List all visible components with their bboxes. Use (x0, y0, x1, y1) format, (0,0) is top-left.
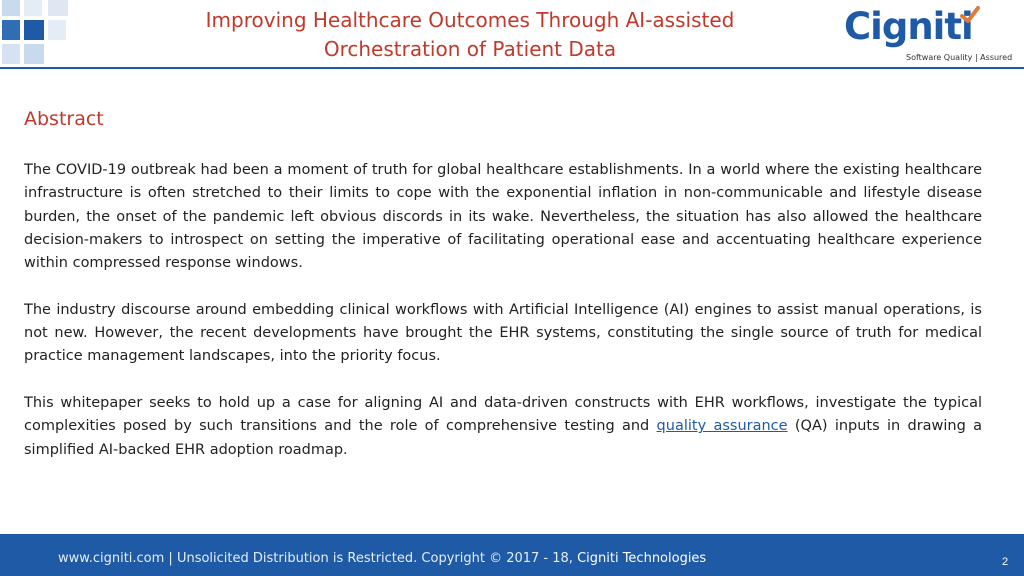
section-heading: Abstract (24, 108, 104, 130)
page-number: 2 (1002, 556, 1009, 568)
cigniti-logo[interactable] (844, 4, 1013, 66)
title-line-1: Improving Healthcare Outcomes Through AI-assisted (205, 8, 735, 32)
paragraph-3-end: (QA) inputs in drawing a simplified AI-backed EHR adoption roadmap. (24, 418, 983, 458)
paragraph-3-start: This whitepaper seeks to hold up a case for aligning AI and data-driven constructs with EHR workflows, investigate the typical complexities posed by such transitions and the role of comprehensive testing and (24, 394, 982, 435)
logo-tagline: Software Quality | Assured (906, 53, 1013, 62)
abstract-body (24, 159, 982, 485)
decorative-squares (0, 0, 80, 66)
page-title (120, 6, 820, 64)
footer-bar (0, 534, 1024, 576)
footer-copyright: www.cigniti.com | Unsolicited Distribution is Restricted. Copyright © 2017 - 18, (58, 551, 578, 566)
title-line-2: Orchestration of Patient Data (323, 37, 617, 61)
paragraph-2: The industry discourse around embedding clinical workflows with Artificial Intelligence (AI) engines to assist manual operations, is not new. However, the recent developments have brought the EHR systems, constituting the single source of truth for medical practice management landscapes, into the priority focus. (24, 301, 982, 365)
check-icon (960, 6, 980, 24)
logo-wordmark: Cigniti (844, 5, 973, 48)
header-divider (0, 67, 1024, 69)
paragraph-3 (24, 392, 982, 462)
footer-text (58, 551, 706, 566)
quality-assurance-link[interactable]: quality assurance (656, 418, 788, 435)
paragraph-1: The COVID-19 outbreak had been a moment of truth for global healthcare establishments. In a world where the existing healthcare infrastructure is often stretched to their limits to cope with the exponential inflation in non-communicable and lifestyle disease burden, the onset of the pandemic left obvious discords in its wake. Nevertheless, the situation has also allowed the healthcare decision-makers to introspect on setting the imperative of facilitating operational ease and accentuating healthcare experience within compressed response windows. (24, 162, 982, 272)
footer-brand: Cigniti Technologies (577, 551, 707, 566)
